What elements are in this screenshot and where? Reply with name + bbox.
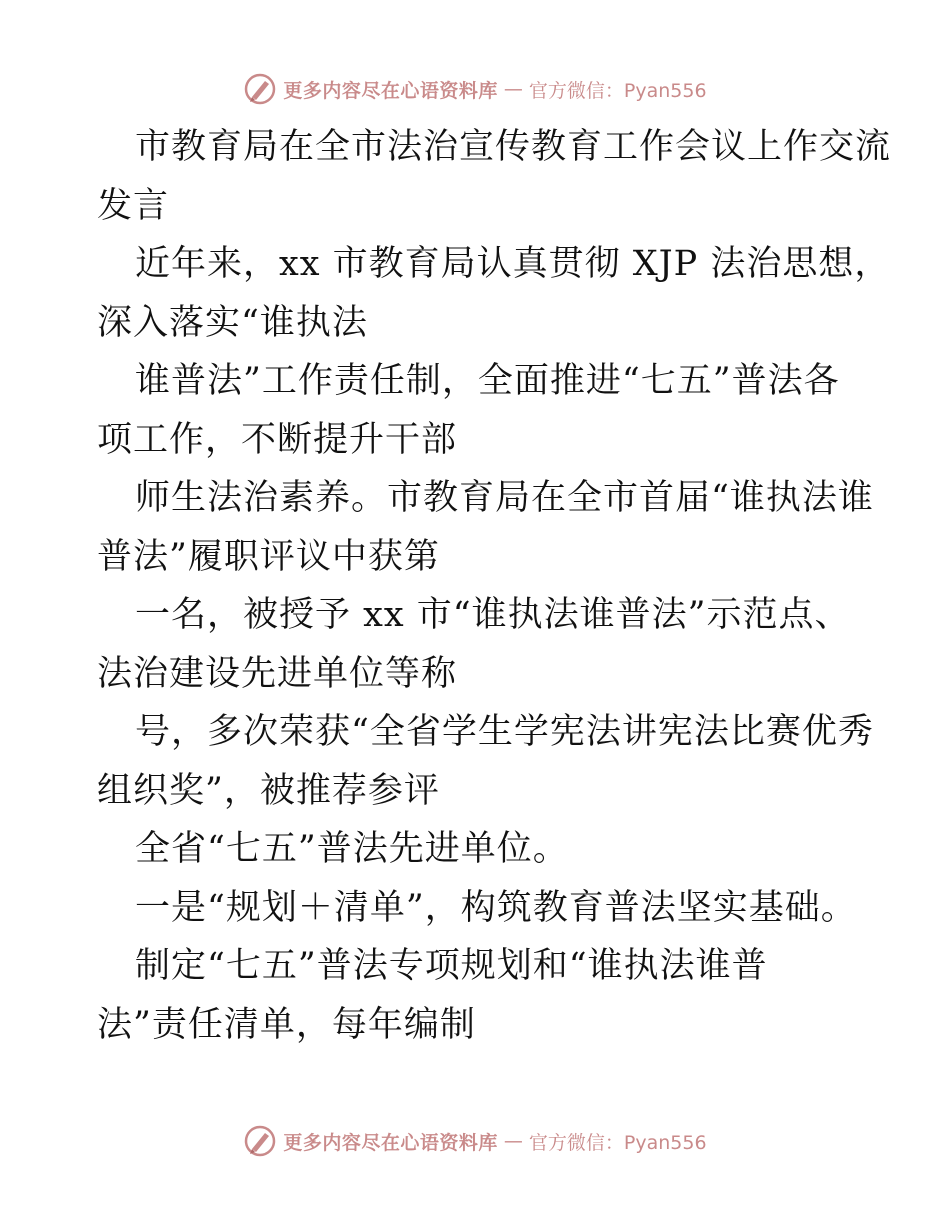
pen-logo-icon (243, 72, 277, 106)
footer-watermark (0, 1124, 950, 1158)
watermark-separator: — (503, 1130, 523, 1152)
text-line: 一名，被授予 xx 市“谁执法谁普法”示范点、 (135, 595, 851, 635)
text-line: 谁普法”工作责任制，全面推进“七五”普法各 (135, 361, 840, 401)
watermark-brand: 更多内容尽在心语资料库 (283, 79, 498, 102)
text-line: 市教育局在全市法治宣传教育工作会议上作交流 (135, 127, 892, 167)
watermark-contact: 官方微信：Pyan556 (528, 79, 707, 102)
text-line: 普法”履职评议中获第 (97, 536, 440, 577)
text-line: 法治建设先进单位等称 (97, 653, 458, 694)
pen-logo-icon (243, 1124, 277, 1158)
header-watermark (0, 72, 950, 106)
text-line: 发言 (97, 185, 170, 226)
text-line: 项工作，不断提升干部 (97, 419, 458, 460)
document-body (97, 118, 892, 1054)
watermark-separator: — (503, 78, 523, 100)
text-line: 师生法治素养。市教育局在全市首届“谁执法谁 (135, 478, 874, 518)
watermark-brand: 更多内容尽在心语资料库 (283, 1131, 498, 1154)
text-line: 法”责任清单，每年编制 (97, 1004, 476, 1045)
text-line: 一是“规划＋清单”，构筑教育普法坚实基础。 (135, 887, 857, 928)
text-line: 组织奖”，被推荐参评 (97, 770, 440, 811)
text-line: 近年来，xx 市教育局认真贯彻 XJP 法治思想， (135, 244, 891, 284)
text-line: 号，多次荣获“全省学生学宪法讲宪法比赛优秀 (135, 712, 874, 752)
text-line: 全省“七五”普法先进单位。 (135, 829, 569, 869)
watermark-contact: 官方微信：Pyan556 (528, 1131, 707, 1154)
text-line: 制定“七五”普法专项规划和“谁执法谁普 (135, 946, 768, 986)
text-line: 深入落实“谁执法 (97, 302, 368, 343)
